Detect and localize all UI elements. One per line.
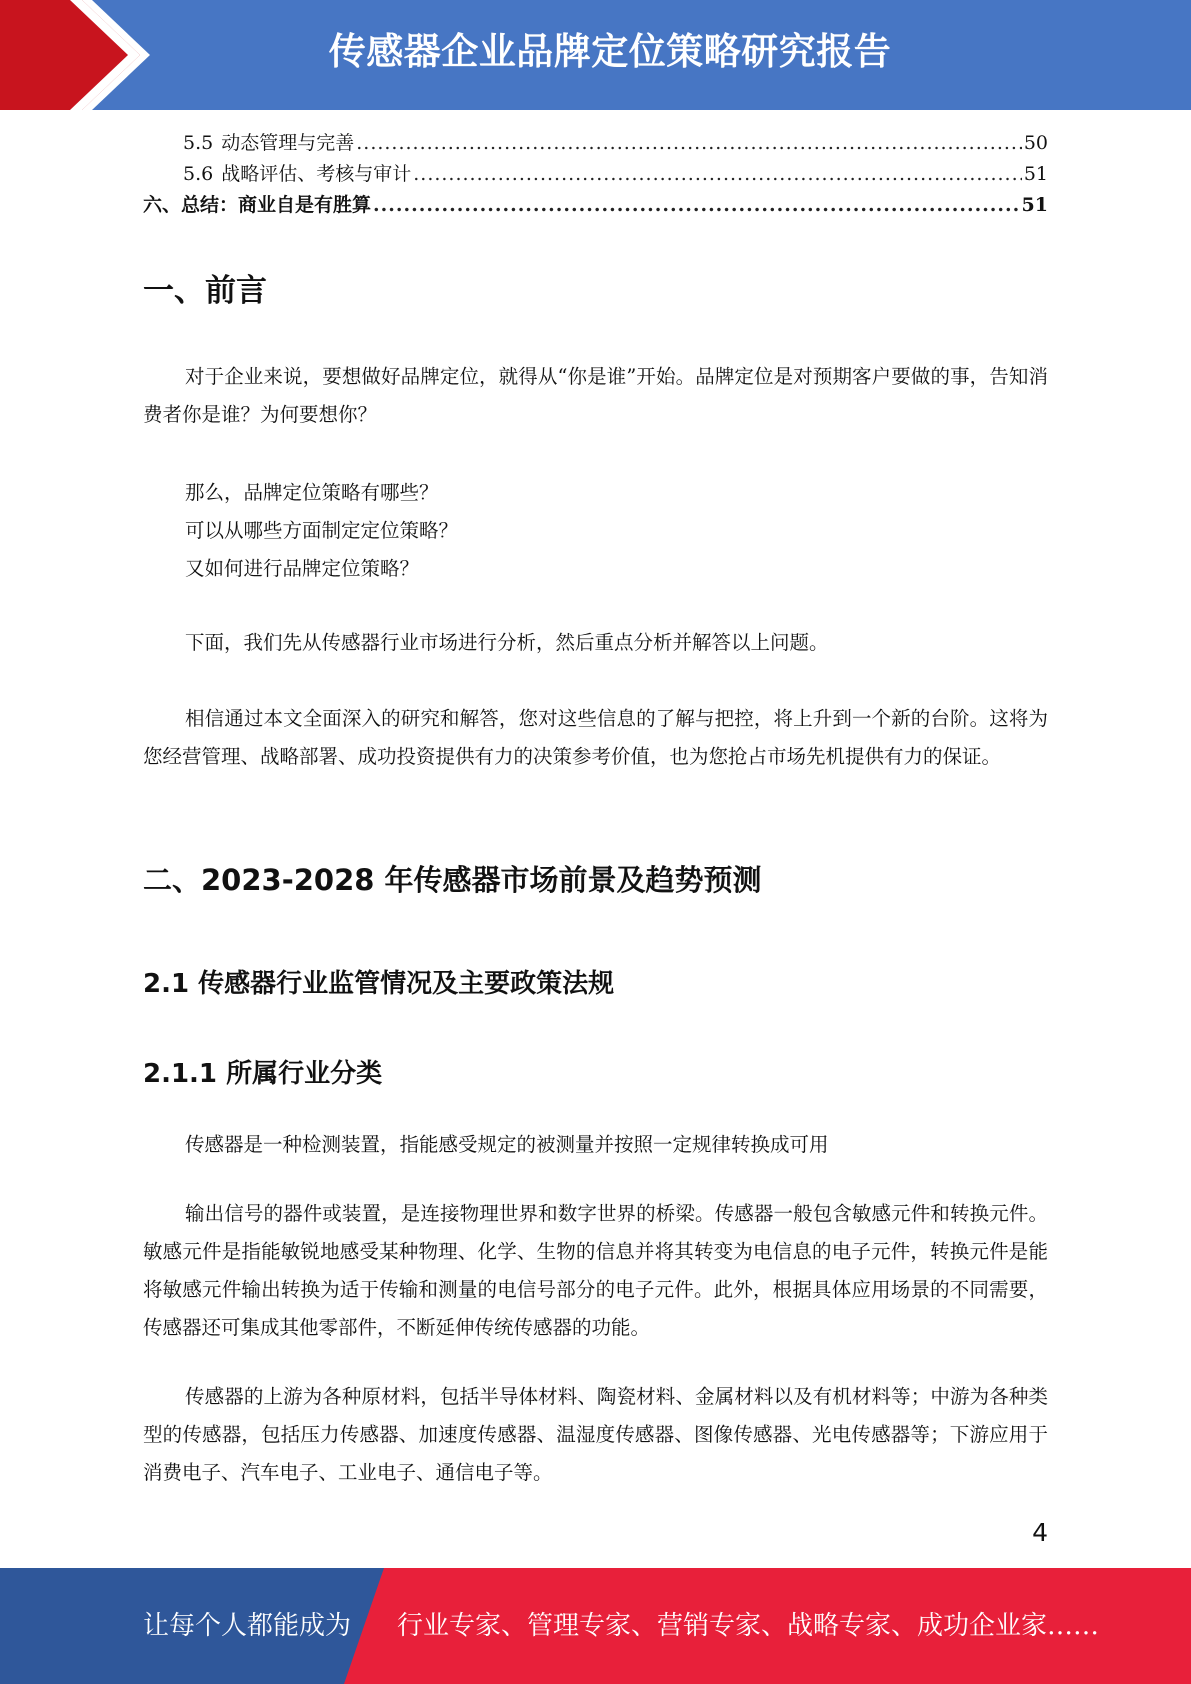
page-header [0,0,1191,110]
question-line: 可以从哪些方面制定定位策略？ [185,519,459,542]
toc-leader-dots [356,132,1022,154]
subsubsection-heading: 2.1.1 所属行业分类 [143,1059,383,1089]
toc-entry-number: 5.5 [183,132,214,154]
toc-entry[interactable] [143,190,1048,221]
footer-slogan-right: 行业专家、管理专家、营销专家、战略专家、成功企业家…… [397,1611,1100,1641]
toc-entry[interactable] [143,128,1048,159]
toc-entry[interactable] [143,159,1048,190]
subsection-heading: 2.1 传感器行业监管情况及主要政策法规 [143,969,615,999]
table-of-contents [143,128,1048,221]
toc-entry-label: 战略评估、考核与审计 [221,163,412,185]
toc-entry-label: 六、总结：商业自是有胜算 [143,194,372,216]
toc-entry-page: 51 [1021,194,1048,216]
paragraph: 输出信号的器件或装置，是连接物理世界和数字世界的桥梁。传感器一般包含敏感元件和转换元件。敏感元件是指能敏锐地感受某种物理、化学、生物的信息并将其转变为电信息的电子元件，转换元件是能将敏感元件输出转换为适于传输和测量的电信号部分的电子元件。此外，根据具体应用场景的不同需要，传感器还可集成其他零部件，不断延伸传统传感器的功能。 [143,1202,1048,1339]
header-title: 传感器企业品牌定位策略研究报告 [328,30,892,73]
footer-slogan-left: 让每个人都能成为 [143,1611,352,1641]
toc-entry-page: 51 [1023,163,1048,185]
paragraph: 传感器是一种检测装置，指能感受规定的被测量并按照一定规律转换成可用 [185,1133,829,1156]
toc-leader-dots [413,163,1022,185]
header-red-arrow-decoration [0,0,150,110]
toc-entry-label: 动态管理与完善 [221,132,355,154]
paragraph: 传感器的上游为各种原材料，包括半导体材料、陶瓷材料、金属材料以及有机材料等；中游为各种类型的传感器，包括压力传感器、加速度传感器、温湿度传感器、图像传感器、光电传感器等；下游应用于消费电子、汽车电子、工业电子、通信电子等。 [143,1385,1048,1484]
toc-entry-number: 5.6 [183,163,214,185]
page-number: 4 [1032,1518,1048,1547]
section-heading: 二、2023-2028 年传感器市场前景及趋势预测 [143,863,762,897]
paragraph: 下面，我们先从传感器行业市场进行分析，然后重点分析并解答以上问题。 [185,631,829,654]
paragraph: 对于企业来说，要想做好品牌定位，就得从“你是谁”开始。品牌定位是对预期客户要做的事，告知消费者你是谁？为何要想你？ [143,365,1048,426]
question-line: 那么，品牌定位策略有哪些？ [185,481,439,504]
question-line: 又如何进行品牌定位策略？ [185,557,420,580]
toc-leader-dots [373,194,1020,216]
paragraph: 相信通过本文全面深入的研究和解答，您对这些信息的了解与把控，将上升到一个新的台阶。这将为您经营管理、战略部署、成功投资提供有力的决策参考价值，也为您抢占市场先机提供有力的保证。 [143,707,1048,768]
section-heading: 一、前言 [143,273,267,309]
toc-entry-page: 50 [1023,132,1048,154]
page-footer [0,1568,1191,1684]
